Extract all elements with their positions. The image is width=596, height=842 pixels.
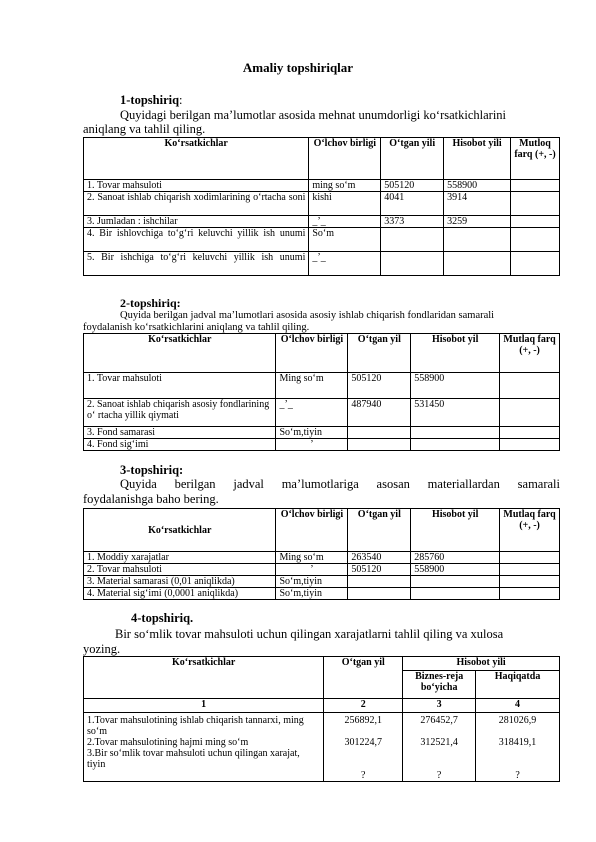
cell: 3. Jumladan : ishchilar [84, 216, 309, 228]
cell [411, 588, 500, 600]
task4-indicator: 1.Tovar mahsulotining ishlab chiqarish tannarxi, ming so‘m [87, 715, 304, 737]
cell [500, 427, 560, 439]
task1-header-report: Hisobot yili [444, 138, 511, 180]
cell [348, 588, 411, 600]
task1-text-line1: Quyidagi berilgan ma’lumotlar asosida mehnat unumdorligi ko‘rsatkichlarini [120, 108, 507, 122]
task4-header-report: Hisobot yili [403, 657, 560, 671]
task1-header-diff: Mutloq farq (+, -) [511, 138, 560, 180]
task2-header-report: Hisobot yil [411, 334, 500, 373]
task1-heading: 1-topshiriq [120, 93, 180, 107]
task1-table [83, 137, 560, 276]
cell: kishi [309, 192, 381, 216]
cell [500, 564, 560, 576]
task4-header-actual: Haqiqatda [476, 671, 560, 699]
cell: Ming so‘m [276, 373, 348, 399]
task4-text-line2: yozing. [83, 642, 121, 656]
task4-table [83, 656, 560, 782]
task4-plan-value: ? [436, 770, 442, 781]
cell: 285760 [411, 552, 500, 564]
table-row [84, 180, 560, 192]
task4-data-row [84, 713, 560, 782]
cell: 558900 [444, 180, 511, 192]
task3-heading: 3-topshiriq: [120, 463, 184, 477]
cell: 3373 [381, 216, 444, 228]
cell: So‘m,tiyin [276, 588, 348, 600]
table-row [84, 192, 560, 216]
table-row [84, 399, 560, 427]
task4-actual-value: ? [515, 770, 520, 781]
cell [411, 439, 500, 451]
task4-header-prev: O‘tgan yil [324, 657, 403, 699]
task4-actual-value: 281026,9 [498, 715, 537, 726]
cell: Ming so‘m [276, 552, 348, 564]
cell [511, 252, 560, 276]
cell [500, 399, 560, 427]
cell [511, 192, 560, 216]
task3-table [83, 508, 560, 600]
cell: 505120 [381, 180, 444, 192]
cell: 2. Sanoat ishlab chiqarish asosiy fondlarining o‘ rtacha yillik qiymati [84, 399, 276, 427]
table-row [84, 373, 560, 399]
cell: 4. Fond sig‘imi [84, 439, 276, 451]
task1-text-line2: aniqlang va tahlil qiling. [83, 122, 206, 136]
task4-plan-cell [403, 713, 476, 782]
task3-text-line1: Quyida berilgan jadval ma’lumotlariga asosan materiallardan samarali [120, 477, 560, 491]
cell: 2. Tovar mahsuloti [84, 564, 276, 576]
task3-header-report: Hisobot yil [411, 509, 500, 552]
table-row [84, 427, 560, 439]
table-row [84, 439, 560, 451]
cell: _’_ [309, 252, 381, 276]
cell [444, 252, 511, 276]
task2-header-unit: O‘lchov birligi [276, 334, 348, 373]
col-number: 3 [403, 699, 476, 713]
cell: 558900 [411, 564, 500, 576]
cell: 3914 [444, 192, 511, 216]
cell [500, 552, 560, 564]
task3-header-prev: O‘tgan yil [348, 509, 411, 552]
cell [500, 373, 560, 399]
cell: 505120 [348, 373, 411, 399]
cell [411, 427, 500, 439]
table-row [84, 228, 560, 252]
cell: _’_ [276, 399, 348, 427]
cell: 558900 [411, 373, 500, 399]
cell [381, 252, 444, 276]
table-row [84, 588, 560, 600]
cell [444, 228, 511, 252]
task3-header-row [84, 509, 560, 552]
task2-header-row [84, 334, 560, 373]
task3-header-unit: O‘lchov birligi [276, 509, 348, 552]
task1-header-unit: O‘lchov birligi [309, 138, 381, 180]
task4-plan-value: 276452,7 [420, 715, 458, 726]
task4-prev-cell [324, 713, 403, 782]
task4-indicator: 3.Bir so‘mlik tovar mahsuloti uchun qilingan xarajat, tiyin [87, 748, 300, 770]
task2-heading: 2-topshiriq: [120, 296, 181, 310]
cell: 1. Moddiy xarajatlar [84, 552, 276, 564]
table-row [84, 552, 560, 564]
cell: 263540 [348, 552, 411, 564]
task4-prev-value: 301224,7 [344, 737, 383, 748]
task4-header-indicators: Ko‘rsatkichlar [84, 657, 324, 699]
cell [500, 588, 560, 600]
col-number: 4 [476, 699, 560, 713]
cell [500, 439, 560, 451]
task3-header-diff: Mutlaq farq (+, -) [500, 509, 560, 552]
col-number: 1 [84, 699, 324, 713]
task2-text-line1: Quyida berilgan jadval ma’lumotlari asosida asosiy ishlab chiqarish fondlaridan samarali [120, 310, 495, 321]
cell: ’ [276, 564, 348, 576]
task4-header-plan: Biznes-reja bo‘yicha [403, 671, 476, 699]
cell [511, 228, 560, 252]
task4-plan-value: 312521,4 [420, 737, 458, 748]
task4-indicator: 2.Tovar mahsulotining hajmi ming so‘m [87, 737, 249, 748]
task2-table [83, 333, 560, 451]
task4-indicators-cell [84, 713, 324, 782]
cell: _’_ [309, 216, 381, 228]
cell: So‘m [309, 228, 381, 252]
task4-header-row1 [84, 657, 560, 671]
task4-heading: 4-topshiriq. [131, 611, 194, 625]
task4-number-row [84, 699, 560, 713]
cell: 1. Tovar mahsuloti [84, 373, 276, 399]
task2-header-diff: Mutlaq farq (+, -) [500, 334, 560, 373]
cell: So‘m,tiyin [276, 576, 348, 588]
task4-prev-value: ? [361, 770, 366, 781]
task4-actual-cell [476, 713, 560, 782]
cell: 4041 [381, 192, 444, 216]
cell: ming so‘m [309, 180, 381, 192]
cell: 4. Bir ishlovchiga to‘g‘ri keluvchi yillik ish unumi [84, 228, 309, 252]
task3-text-line2: foydalanishga baho bering. [83, 492, 219, 506]
cell: So‘m,tiyin [276, 427, 348, 439]
cell [381, 228, 444, 252]
cell [511, 180, 560, 192]
cell: 5. Bir ishchiga to‘g‘ri keluvchi yillik ish unumi [84, 252, 309, 276]
table-row [84, 576, 560, 588]
task4-text-line1: Bir so‘mlik tovar mahsuloti uchun qilingan xarajatlarni tahlil qiling va xulosa [115, 627, 504, 641]
cell [348, 439, 411, 451]
task2-header-prev: O‘tgan yil [348, 334, 411, 373]
task2-header-indicators: Ko‘rsatkichlar [84, 334, 276, 373]
cell: 487940 [348, 399, 411, 427]
table-row [84, 564, 560, 576]
task3-header-indicators: Ko‘rsatkichlar [84, 509, 276, 552]
task4-prev-value: 256892,1 [344, 715, 383, 726]
cell [348, 576, 411, 588]
task1-header-row [84, 138, 560, 180]
task2-text-line2: foydalanish ko‘rsatkichlarini aniqlang va tahlil qiling. [83, 322, 310, 333]
page-title: Amaliy topshiriqlar [242, 60, 354, 75]
task1-header-prev: O‘tgan yili [381, 138, 444, 180]
cell: 3. Material samarasi (0,01 aniqlikda) [84, 576, 276, 588]
task4-actual-value: 318419,1 [498, 737, 537, 748]
cell [500, 576, 560, 588]
cell: 2. Sanoat ishlab chiqarish xodimlarining o‘rtacha soni [84, 192, 309, 216]
cell: 531450 [411, 399, 500, 427]
cell: 505120 [348, 564, 411, 576]
table-row [84, 216, 560, 228]
col-number: 2 [324, 699, 403, 713]
task1-heading-suffix: : [179, 93, 183, 107]
cell [411, 576, 500, 588]
cell: 1. Tovar mahsuloti [84, 180, 309, 192]
cell [348, 427, 411, 439]
table-row [84, 252, 560, 276]
cell [511, 216, 560, 228]
cell: 3259 [444, 216, 511, 228]
task1-heading-line [120, 93, 183, 108]
cell: 4. Material sig‘imi (0,0001 aniqlikda) [84, 588, 276, 600]
cell: ’ [276, 439, 348, 451]
cell: 3. Fond samarasi [84, 427, 276, 439]
task1-header-indicators: Ko‘rsatkichlar [84, 138, 309, 180]
